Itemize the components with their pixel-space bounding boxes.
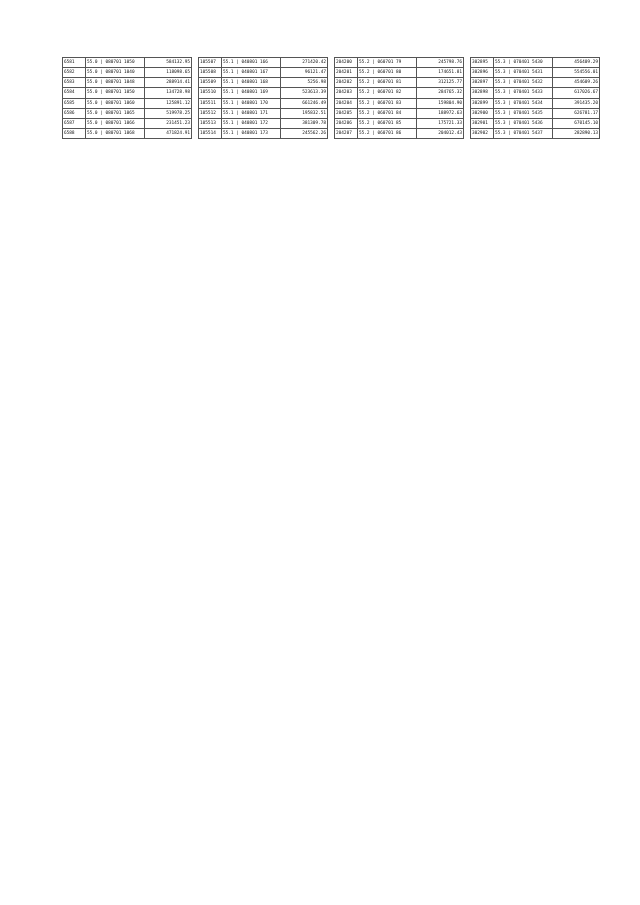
table-row — [471, 88, 600, 98]
code-cell: 55.1 | 040801 170 — [222, 98, 281, 108]
amount-cell: 118098.65 — [145, 68, 192, 78]
table-row — [199, 128, 328, 138]
code-cell: 55.2 | 060701 85 — [358, 118, 417, 128]
row-id-cell: 204207 — [335, 128, 358, 138]
row-id-cell: 204204 — [335, 98, 358, 108]
code-cell: 55.0 | 080701 1050 — [86, 58, 145, 68]
amount-cell: 282890.13 — [553, 128, 600, 138]
amount-cell: 554556.01 — [553, 68, 600, 78]
document-page — [62, 57, 598, 139]
row-id-cell: 302900 — [471, 108, 494, 118]
row-id-cell: 6586 — [63, 108, 86, 118]
row-id-cell: 302896 — [471, 68, 494, 78]
code-cell: 55.0 | 080701 1060 — [86, 98, 145, 108]
code-cell: 55.0 | 080701 1065 — [86, 108, 145, 118]
code-cell: 55.0 | 080701 1040 — [86, 68, 145, 78]
amount-cell: 617026.67 — [553, 88, 600, 98]
amount-cell: 96121.47 — [281, 68, 328, 78]
amount-cell: 188972.63 — [417, 108, 464, 118]
code-cell: 55.3 | 070401 5432 — [494, 78, 553, 88]
amount-cell: 134728.98 — [145, 88, 192, 98]
amount-cell: 670145.10 — [553, 118, 600, 128]
amount-cell: 159804.90 — [417, 98, 464, 108]
amount-cell: 584132.95 — [145, 58, 192, 68]
code-cell: 55.2 | 060701 80 — [358, 68, 417, 78]
table-blocks — [62, 57, 598, 139]
row-id-cell: 105507 — [199, 58, 222, 68]
row-id-cell: 302901 — [471, 118, 494, 128]
code-cell: 55.3 | 070401 5433 — [494, 88, 553, 98]
table-block — [470, 57, 600, 139]
table-row — [471, 118, 600, 128]
row-id-cell: 204202 — [335, 78, 358, 88]
row-id-cell: 6587 — [63, 118, 86, 128]
table-row — [335, 108, 464, 118]
table-block — [334, 57, 464, 139]
amount-cell: 312125.77 — [417, 78, 464, 88]
table-row — [471, 108, 600, 118]
amount-cell: 195832.51 — [281, 108, 328, 118]
code-cell: 55.1 | 040801 173 — [222, 128, 281, 138]
amount-cell: 245562.26 — [281, 128, 328, 138]
table-row — [471, 58, 600, 68]
code-cell: 55.1 | 040801 167 — [222, 68, 281, 78]
table-row — [471, 98, 600, 108]
code-cell: 55.1 | 040801 169 — [222, 88, 281, 98]
row-id-cell: 302895 — [471, 58, 494, 68]
amount-cell: 626781.17 — [553, 108, 600, 118]
table-row — [63, 78, 192, 88]
table-row — [471, 78, 600, 88]
amount-cell: 661246.49 — [281, 98, 328, 108]
code-cell: 55.3 | 070401 5431 — [494, 68, 553, 78]
code-cell: 55.2 | 060701 86 — [358, 128, 417, 138]
row-id-cell: 6581 — [63, 58, 86, 68]
amount-cell: 471824.91 — [145, 128, 192, 138]
table-row — [63, 88, 192, 98]
code-cell: 55.0 | 080701 1050 — [86, 88, 145, 98]
row-id-cell: 204201 — [335, 68, 358, 78]
table-row — [335, 88, 464, 98]
table-row — [471, 128, 600, 138]
row-id-cell: 302899 — [471, 98, 494, 108]
row-id-cell: 302897 — [471, 78, 494, 88]
amount-cell: 288914.41 — [145, 78, 192, 88]
row-id-cell: 105511 — [199, 98, 222, 108]
row-id-cell: 204200 — [335, 58, 358, 68]
amount-cell: 231451.23 — [145, 118, 192, 128]
code-cell: 55.3 | 070401 5435 — [494, 108, 553, 118]
table-row — [63, 98, 192, 108]
code-cell: 55.3 | 070401 5436 — [494, 118, 553, 128]
amount-cell: 245798.76 — [417, 58, 464, 68]
amount-cell: 175721.33 — [417, 118, 464, 128]
amount-cell: 271420.42 — [281, 58, 328, 68]
row-id-cell: 6583 — [63, 78, 86, 88]
row-id-cell: 105512 — [199, 108, 222, 118]
amount-cell: 125891.12 — [145, 98, 192, 108]
row-id-cell: 105510 — [199, 88, 222, 98]
row-id-cell: 204205 — [335, 108, 358, 118]
table-row — [335, 78, 464, 88]
table-row — [63, 58, 192, 68]
row-id-cell: 105513 — [199, 118, 222, 128]
table-row — [63, 108, 192, 118]
code-cell: 55.2 | 060701 84 — [358, 108, 417, 118]
table-row — [63, 68, 192, 78]
table-row — [199, 88, 328, 98]
table-row — [199, 118, 328, 128]
amount-cell: 523613.39 — [281, 88, 328, 98]
table-row — [63, 128, 192, 138]
code-cell: 55.0 | 080701 1048 — [86, 78, 145, 88]
code-cell: 55.3 | 070401 5434 — [494, 98, 553, 108]
code-cell: 55.0 | 080701 1068 — [86, 128, 145, 138]
row-id-cell: 204206 — [335, 118, 358, 128]
code-cell: 55.2 | 060701 79 — [358, 58, 417, 68]
code-cell: 55.1 | 040801 168 — [222, 78, 281, 88]
code-cell: 55.3 | 070401 5430 — [494, 58, 553, 68]
table-row — [335, 98, 464, 108]
table-row — [471, 68, 600, 78]
row-id-cell: 105514 — [199, 128, 222, 138]
amount-cell: 391435.20 — [553, 98, 600, 108]
code-cell: 55.1 | 040801 166 — [222, 58, 281, 68]
row-id-cell: 105509 — [199, 78, 222, 88]
code-cell: 55.3 | 070401 5437 — [494, 128, 553, 138]
table-row — [335, 58, 464, 68]
row-id-cell: 302902 — [471, 128, 494, 138]
code-cell: 55.2 | 060701 83 — [358, 98, 417, 108]
code-cell: 55.2 | 060701 82 — [358, 88, 417, 98]
row-id-cell: 6582 — [63, 68, 86, 78]
row-id-cell: 6588 — [63, 128, 86, 138]
code-cell: 55.1 | 040801 172 — [222, 118, 281, 128]
table-row — [335, 128, 464, 138]
code-cell: 55.2 | 060701 81 — [358, 78, 417, 88]
table-row — [335, 68, 464, 78]
amount-cell: 519978.25 — [145, 108, 192, 118]
code-cell: 55.0 | 080701 1066 — [86, 118, 145, 128]
row-id-cell: 105508 — [199, 68, 222, 78]
code-cell: 55.1 | 040801 171 — [222, 108, 281, 118]
amount-cell: 456409.29 — [553, 58, 600, 68]
amount-cell: 381309.78 — [281, 118, 328, 128]
table-row — [199, 68, 328, 78]
amount-cell: 204012.43 — [417, 128, 464, 138]
table-row — [199, 108, 328, 118]
amount-cell: 284765.32 — [417, 88, 464, 98]
table-block — [62, 57, 192, 139]
table-row — [335, 118, 464, 128]
amount-cell: 454609.26 — [553, 78, 600, 88]
table-block — [198, 57, 328, 139]
amount-cell: 174651.81 — [417, 68, 464, 78]
table-row — [199, 98, 328, 108]
table-row — [63, 118, 192, 128]
row-id-cell: 204203 — [335, 88, 358, 98]
row-id-cell: 302898 — [471, 88, 494, 98]
amount-cell: 5256.98 — [281, 78, 328, 88]
table-row — [199, 58, 328, 68]
row-id-cell: 6585 — [63, 98, 86, 108]
row-id-cell: 6584 — [63, 88, 86, 98]
table-row — [199, 78, 328, 88]
